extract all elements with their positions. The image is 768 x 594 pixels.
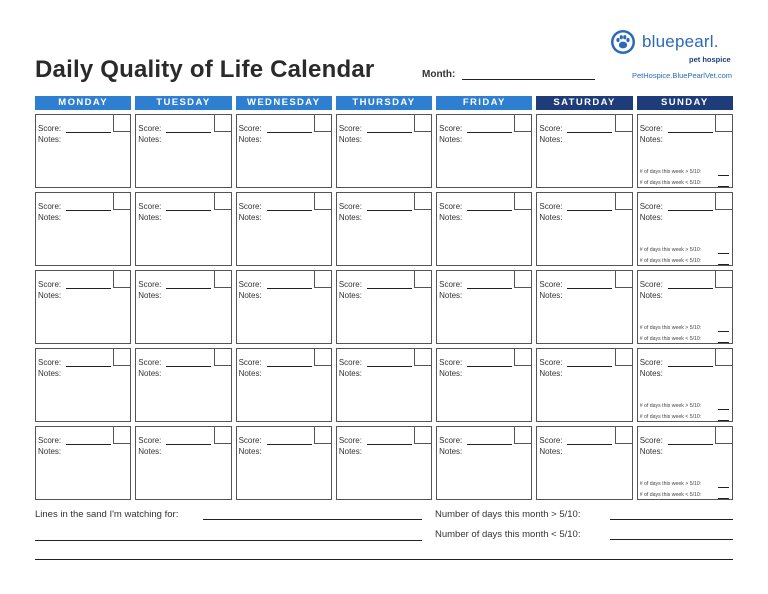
notes-label: Notes: [639, 135, 663, 144]
score-label: Score: [138, 436, 162, 445]
score-box[interactable] [615, 348, 633, 366]
score-label: Score: [238, 202, 262, 211]
score-field[interactable] [66, 366, 111, 367]
score-label: Score: [639, 124, 663, 133]
lines-in-sand-label: Lines in the sand I'm watching for: [35, 509, 179, 520]
score-label: Score: [238, 280, 262, 289]
score-field[interactable] [567, 288, 612, 289]
score-box[interactable] [314, 348, 332, 366]
score-field[interactable] [567, 444, 612, 445]
day-cell-sunday[interactable] [637, 270, 733, 344]
week-below-label: # of days this week < 5/10: [639, 492, 702, 498]
lines-in-sand-field-3[interactable] [35, 559, 733, 560]
notes-label: Notes: [639, 291, 663, 300]
day-cell-thursday[interactable] [336, 348, 432, 422]
notes-label: Notes: [439, 135, 463, 144]
week-row [35, 348, 733, 422]
day-cell-thursday[interactable] [336, 114, 432, 188]
score-label: Score: [238, 358, 262, 367]
score-field[interactable] [267, 288, 312, 289]
paw-print-icon [610, 29, 636, 55]
score-box[interactable] [715, 270, 733, 288]
day-cell-monday[interactable] [35, 192, 131, 266]
score-label: Score: [338, 358, 362, 367]
notes-label: Notes: [439, 291, 463, 300]
week-row [35, 270, 733, 344]
week-below-label: # of days this week < 5/10: [639, 180, 702, 186]
day-cell-saturday[interactable] [536, 192, 632, 266]
day-cell-friday[interactable] [436, 114, 532, 188]
score-label: Score: [539, 280, 563, 289]
score-field[interactable] [668, 444, 713, 445]
score-box[interactable] [715, 192, 733, 210]
day-cell-saturday[interactable] [536, 114, 632, 188]
day-cell-sunday[interactable] [637, 114, 733, 188]
score-label: Score: [138, 202, 162, 211]
page-title: Daily Quality of Life Calendar [35, 56, 375, 83]
day-cell-sunday[interactable] [637, 192, 733, 266]
score-box[interactable] [314, 426, 332, 444]
notes-label: Notes: [338, 213, 362, 222]
score-field[interactable] [467, 366, 512, 367]
score-field[interactable] [166, 288, 211, 289]
week-above-label: # of days this week > 5/10: [639, 247, 702, 253]
week-above-field[interactable] [718, 487, 729, 488]
score-field[interactable] [467, 132, 512, 133]
score-field[interactable] [467, 288, 512, 289]
score-label: Score: [338, 124, 362, 133]
day-cell-tuesday[interactable] [135, 426, 231, 500]
score-box[interactable] [113, 270, 131, 288]
score-field[interactable] [267, 210, 312, 211]
week-above-field[interactable] [718, 331, 729, 332]
score-label: Score: [439, 280, 463, 289]
week-below-field[interactable] [718, 186, 729, 187]
month-above-label: Number of days this month > 5/10: [435, 509, 581, 520]
day-header-tuesday: TUESDAY [135, 96, 231, 110]
day-cell-wednesday[interactable] [236, 270, 332, 344]
notes-label: Notes: [338, 135, 362, 144]
notes-label: Notes: [38, 213, 62, 222]
day-header-monday: MONDAY [35, 96, 131, 110]
day-cell-friday[interactable] [436, 270, 532, 344]
score-box[interactable] [414, 270, 432, 288]
week-above-label: # of days this week > 5/10: [639, 403, 702, 409]
day-cell-thursday[interactable] [336, 192, 432, 266]
score-field[interactable] [66, 288, 111, 289]
score-box[interactable] [113, 192, 131, 210]
score-field[interactable] [267, 132, 312, 133]
day-cell-tuesday[interactable] [135, 270, 231, 344]
week-below-field[interactable] [718, 420, 729, 421]
score-label: Score: [238, 124, 262, 133]
notes-label: Notes: [439, 369, 463, 378]
score-label: Score: [439, 202, 463, 211]
week-row [35, 192, 733, 266]
score-label: Score: [138, 124, 162, 133]
notes-label: Notes: [38, 291, 62, 300]
score-label: Score: [639, 280, 663, 289]
day-cell-saturday[interactable] [536, 426, 632, 500]
score-box[interactable] [214, 192, 232, 210]
month-below-field[interactable] [610, 539, 733, 540]
week-below-field[interactable] [718, 498, 729, 499]
score-label: Score: [238, 436, 262, 445]
day-cell-wednesday[interactable] [236, 114, 332, 188]
calendar-grid [35, 96, 733, 500]
score-field[interactable] [367, 210, 412, 211]
day-cell-tuesday[interactable] [135, 348, 231, 422]
week-below-label: # of days this week < 5/10: [639, 336, 702, 342]
day-cell-wednesday[interactable] [236, 192, 332, 266]
score-label: Score: [338, 436, 362, 445]
week-below-label: # of days this week < 5/10: [639, 258, 702, 264]
score-label: Score: [639, 358, 663, 367]
month-below-label: Number of days this month < 5/10: [435, 529, 581, 540]
notes-label: Notes: [639, 213, 663, 222]
score-label: Score: [539, 436, 563, 445]
score-box[interactable] [615, 192, 633, 210]
day-cell-monday[interactable] [35, 348, 131, 422]
week-above-field[interactable] [718, 175, 729, 176]
notes-label: Notes: [38, 369, 62, 378]
score-field[interactable] [166, 132, 211, 133]
score-box[interactable] [715, 114, 733, 132]
score-box[interactable] [314, 192, 332, 210]
score-label: Score: [38, 124, 62, 133]
notes-label: Notes: [539, 369, 563, 378]
score-box[interactable] [214, 114, 232, 132]
week-below-field[interactable] [718, 342, 729, 343]
notes-label: Notes: [138, 291, 162, 300]
notes-label: Notes: [138, 369, 162, 378]
day-cell-sunday[interactable] [637, 348, 733, 422]
logo-subtitle: pet hospice [689, 55, 731, 64]
day-cell-monday[interactable] [35, 426, 131, 500]
day-header-wednesday: WEDNESDAY [236, 96, 332, 110]
notes-label: Notes: [38, 447, 62, 456]
week-row [35, 114, 733, 188]
day-cell-saturday[interactable] [536, 270, 632, 344]
score-box[interactable] [214, 270, 232, 288]
day-header-friday: FRIDAY [436, 96, 532, 110]
day-cell-monday[interactable] [35, 270, 131, 344]
notes-label: Notes: [338, 291, 362, 300]
score-label: Score: [338, 280, 362, 289]
notes-label: Notes: [338, 369, 362, 378]
score-box[interactable] [615, 270, 633, 288]
score-field[interactable] [467, 444, 512, 445]
logo-wordmark: bluepearl. [642, 32, 719, 51]
score-label: Score: [439, 358, 463, 367]
score-label: Score: [639, 202, 663, 211]
week-above-field[interactable] [718, 253, 729, 254]
week-above-label: # of days this week > 5/10: [639, 481, 702, 487]
day-cell-tuesday[interactable] [135, 192, 231, 266]
notes-label: Notes: [238, 369, 262, 378]
score-label: Score: [38, 358, 62, 367]
week-rows [35, 114, 733, 500]
score-label: Score: [539, 124, 563, 133]
score-label: Score: [338, 202, 362, 211]
score-field[interactable] [668, 210, 713, 211]
notes-label: Notes: [238, 447, 262, 456]
score-box[interactable] [514, 348, 532, 366]
day-cell-saturday[interactable] [536, 348, 632, 422]
score-field[interactable] [567, 132, 612, 133]
day-cell-tuesday[interactable] [135, 114, 231, 188]
score-box[interactable] [514, 270, 532, 288]
month-above-field[interactable] [610, 519, 733, 520]
day-cell-wednesday[interactable] [236, 426, 332, 500]
week-below-label: # of days this week < 5/10: [639, 414, 702, 420]
score-field[interactable] [668, 288, 713, 289]
notes-label: Notes: [639, 369, 663, 378]
score-label: Score: [439, 124, 463, 133]
score-label: Score: [138, 280, 162, 289]
day-cell-sunday[interactable] [637, 426, 733, 500]
day-cell-friday[interactable] [436, 192, 532, 266]
notes-label: Notes: [539, 213, 563, 222]
notes-label: Notes: [439, 213, 463, 222]
score-field[interactable] [367, 288, 412, 289]
score-box[interactable] [414, 348, 432, 366]
score-field[interactable] [567, 366, 612, 367]
score-field[interactable] [267, 444, 312, 445]
score-box[interactable] [414, 426, 432, 444]
notes-label: Notes: [238, 291, 262, 300]
day-cell-monday[interactable] [35, 114, 131, 188]
day-cell-friday[interactable] [436, 348, 532, 422]
logo-url[interactable]: PetHospice.BluePearlVet.com [632, 71, 733, 80]
score-box[interactable] [314, 270, 332, 288]
day-cell-thursday[interactable] [336, 426, 432, 500]
score-field[interactable] [267, 366, 312, 367]
score-box[interactable] [715, 348, 733, 366]
score-field[interactable] [66, 444, 111, 445]
notes-label: Notes: [138, 447, 162, 456]
day-cell-wednesday[interactable] [236, 348, 332, 422]
score-field[interactable] [367, 132, 412, 133]
day-header-sunday: SUNDAY [637, 96, 733, 110]
day-header-row [35, 96, 733, 110]
day-cell-thursday[interactable] [336, 270, 432, 344]
notes-label: Notes: [238, 213, 262, 222]
score-box[interactable] [113, 114, 131, 132]
lines-in-sand-field-2[interactable] [35, 540, 422, 541]
score-label: Score: [38, 202, 62, 211]
score-field[interactable] [166, 444, 211, 445]
score-box[interactable] [414, 192, 432, 210]
bluepearl-logo [606, 28, 746, 84]
score-box[interactable] [514, 426, 532, 444]
notes-label: Notes: [539, 291, 563, 300]
lines-in-sand-field-1[interactable] [203, 519, 422, 520]
notes-label: Notes: [639, 447, 663, 456]
notes-label: Notes: [338, 447, 362, 456]
notes-label: Notes: [38, 135, 62, 144]
score-field[interactable] [367, 366, 412, 367]
score-field[interactable] [166, 210, 211, 211]
score-field[interactable] [567, 210, 612, 211]
notes-label: Notes: [238, 135, 262, 144]
score-box[interactable] [615, 114, 633, 132]
score-label: Score: [38, 280, 62, 289]
day-header-thursday: THURSDAY [336, 96, 432, 110]
week-above-field[interactable] [718, 409, 729, 410]
score-label: Score: [539, 202, 563, 211]
score-label: Score: [439, 436, 463, 445]
score-field[interactable] [166, 366, 211, 367]
score-box[interactable] [214, 348, 232, 366]
notes-label: Notes: [138, 135, 162, 144]
week-above-label: # of days this week > 5/10: [639, 169, 702, 175]
month-field[interactable] [462, 79, 595, 80]
score-box[interactable] [214, 426, 232, 444]
score-field[interactable] [467, 210, 512, 211]
score-box[interactable] [113, 348, 131, 366]
score-label: Score: [539, 358, 563, 367]
score-field[interactable] [668, 132, 713, 133]
score-box[interactable] [514, 114, 532, 132]
score-box[interactable] [715, 426, 733, 444]
score-field[interactable] [668, 366, 713, 367]
notes-label: Notes: [539, 135, 563, 144]
week-row [35, 426, 733, 500]
notes-label: Notes: [138, 213, 162, 222]
score-label: Score: [138, 358, 162, 367]
score-box[interactable] [414, 114, 432, 132]
score-field[interactable] [66, 132, 111, 133]
score-box[interactable] [514, 192, 532, 210]
notes-label: Notes: [539, 447, 563, 456]
day-header-saturday: SATURDAY [536, 96, 632, 110]
week-above-label: # of days this week > 5/10: [639, 325, 702, 331]
score-field[interactable] [66, 210, 111, 211]
score-label: Score: [38, 436, 62, 445]
notes-label: Notes: [439, 447, 463, 456]
score-box[interactable] [314, 114, 332, 132]
month-label: Month: [422, 69, 456, 80]
day-cell-friday[interactable] [436, 426, 532, 500]
score-label: Score: [639, 436, 663, 445]
score-box[interactable] [113, 426, 131, 444]
week-below-field[interactable] [718, 264, 729, 265]
score-box[interactable] [615, 426, 633, 444]
score-field[interactable] [367, 444, 412, 445]
